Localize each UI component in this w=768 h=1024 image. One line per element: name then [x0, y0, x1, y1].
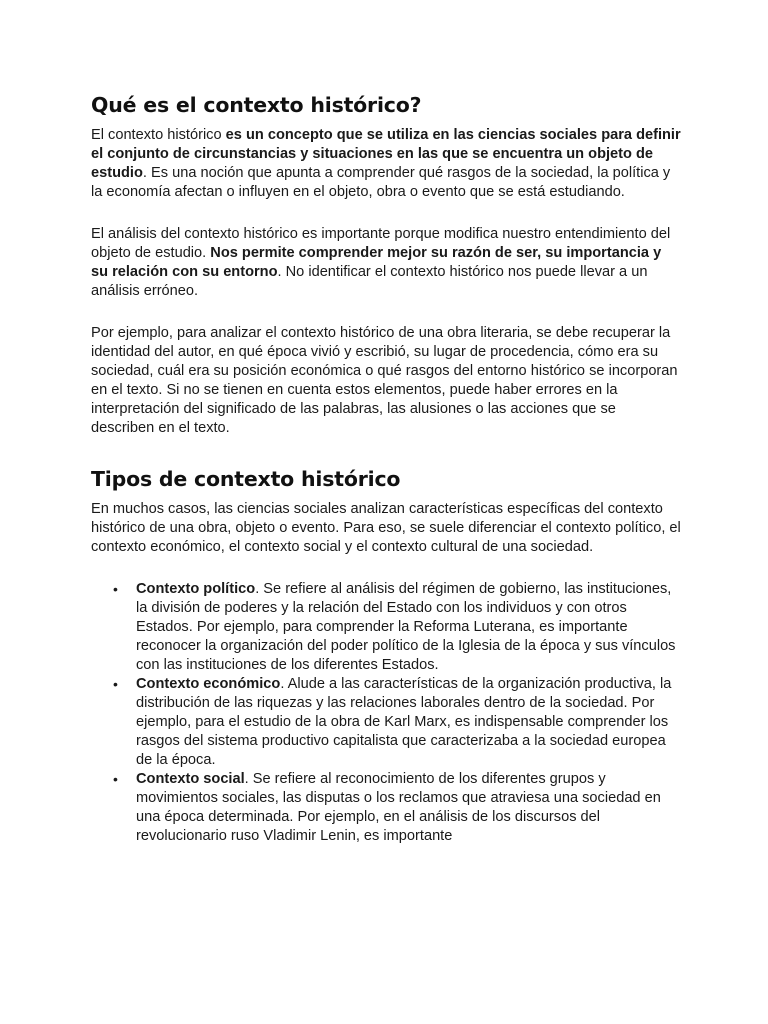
bold-run: es un concepto que se utiliza en las ciencias sociales para definir el conjunto de circunstancias y situaciones en las que se encuentra un objeto de estudio: [91, 127, 681, 181]
section-title-que-es: Qué es el contexto histórico?: [91, 93, 422, 117]
list-item: [113, 770, 681, 846]
list-item: [113, 675, 681, 770]
bullet-icon: •: [113, 771, 118, 787]
context-types-list: [91, 580, 681, 846]
text-run: El contexto histórico: [91, 127, 226, 143]
paragraph-example: [91, 324, 681, 438]
bullet-icon: •: [113, 676, 118, 692]
text-run: Por ejemplo, para analizar el contexto histórico de una obra literaria, se debe recuperar la identidad del autor, en qué época vivió y escribió, su lugar de procedencia, cómo era su sociedad, cuál era su posición económica o qué rasgos del entorno histórico se incorporan en el texto. Si no se tienen en cuenta estos elementos, puede haber errores en la interpretación del significado de las palabras, las alusiones o las acciones que se describen en el texto.: [91, 325, 678, 436]
document-page: [91, 90, 681, 846]
paragraph-tipos-intro: En muchos casos, las ciencias sociales analizan características específicas del contexto histórico de una obra, objeto o evento. Para eso, se suele diferenciar el contexto político, el contexto económico, el contexto social y el contexto cultural de una sociedad.: [91, 501, 681, 555]
text-run: . Es una noción que apunta a comprender qué rasgos de la sociedad, la política y la economía afectan o influyen en el objeto, obra o evento que se está estudiando.: [91, 165, 671, 200]
bold-run: Nos permite comprender mejor su razón de ser, su importancia y su relación con su entorno: [91, 245, 662, 280]
paragraph-definition: [91, 126, 681, 202]
list-item-text: . Se refiere al reconocimiento de los diferentes grupos y movimientos sociales, las disputas o los reclamos que atraviesa una sociedad en una época determinada. Por ejemplo, en el análisis de los discursos del revolucionario ruso Vladimir Lenin, es importante: [136, 771, 661, 844]
text-run: . No identificar el contexto histórico nos puede llevar a un análisis erróneo.: [91, 264, 648, 299]
list-item-term: Contexto político: [136, 581, 256, 597]
list-item: [113, 580, 681, 675]
paragraph-importance: [91, 225, 681, 301]
text-run: El análisis del contexto histórico es importante porque modifica nuestro entendimiento del objeto de estudio.: [91, 226, 671, 261]
list-item-term: Contexto económico: [136, 676, 281, 692]
list-item-text: . Se refiere al análisis del régimen de gobierno, las instituciones, la división de poderes y la relación del Estado con los individuos y con otros Estados. Por ejemplo, para comprender la Reforma Luterana, es importante reconocer la organización del poder político de la Iglesia de la época y sus vínculos con las instituciones de los diferentes Estados.: [136, 581, 676, 673]
section-title-tipos: Tipos de contexto histórico: [91, 467, 401, 491]
list-item-text: . Alude a las características de la organización productiva, la distribución de las riquezas y las relaciones laborales dentro de la sociedad. Por ejemplo, para el estudio de la obra de Karl Marx, es indispensable comprender los rasgos del sistema productivo capitalista que caracterizaba a la sociedad europea de la época.: [136, 676, 672, 768]
bullet-icon: •: [113, 581, 118, 597]
list-item-term: Contexto social: [136, 771, 245, 787]
